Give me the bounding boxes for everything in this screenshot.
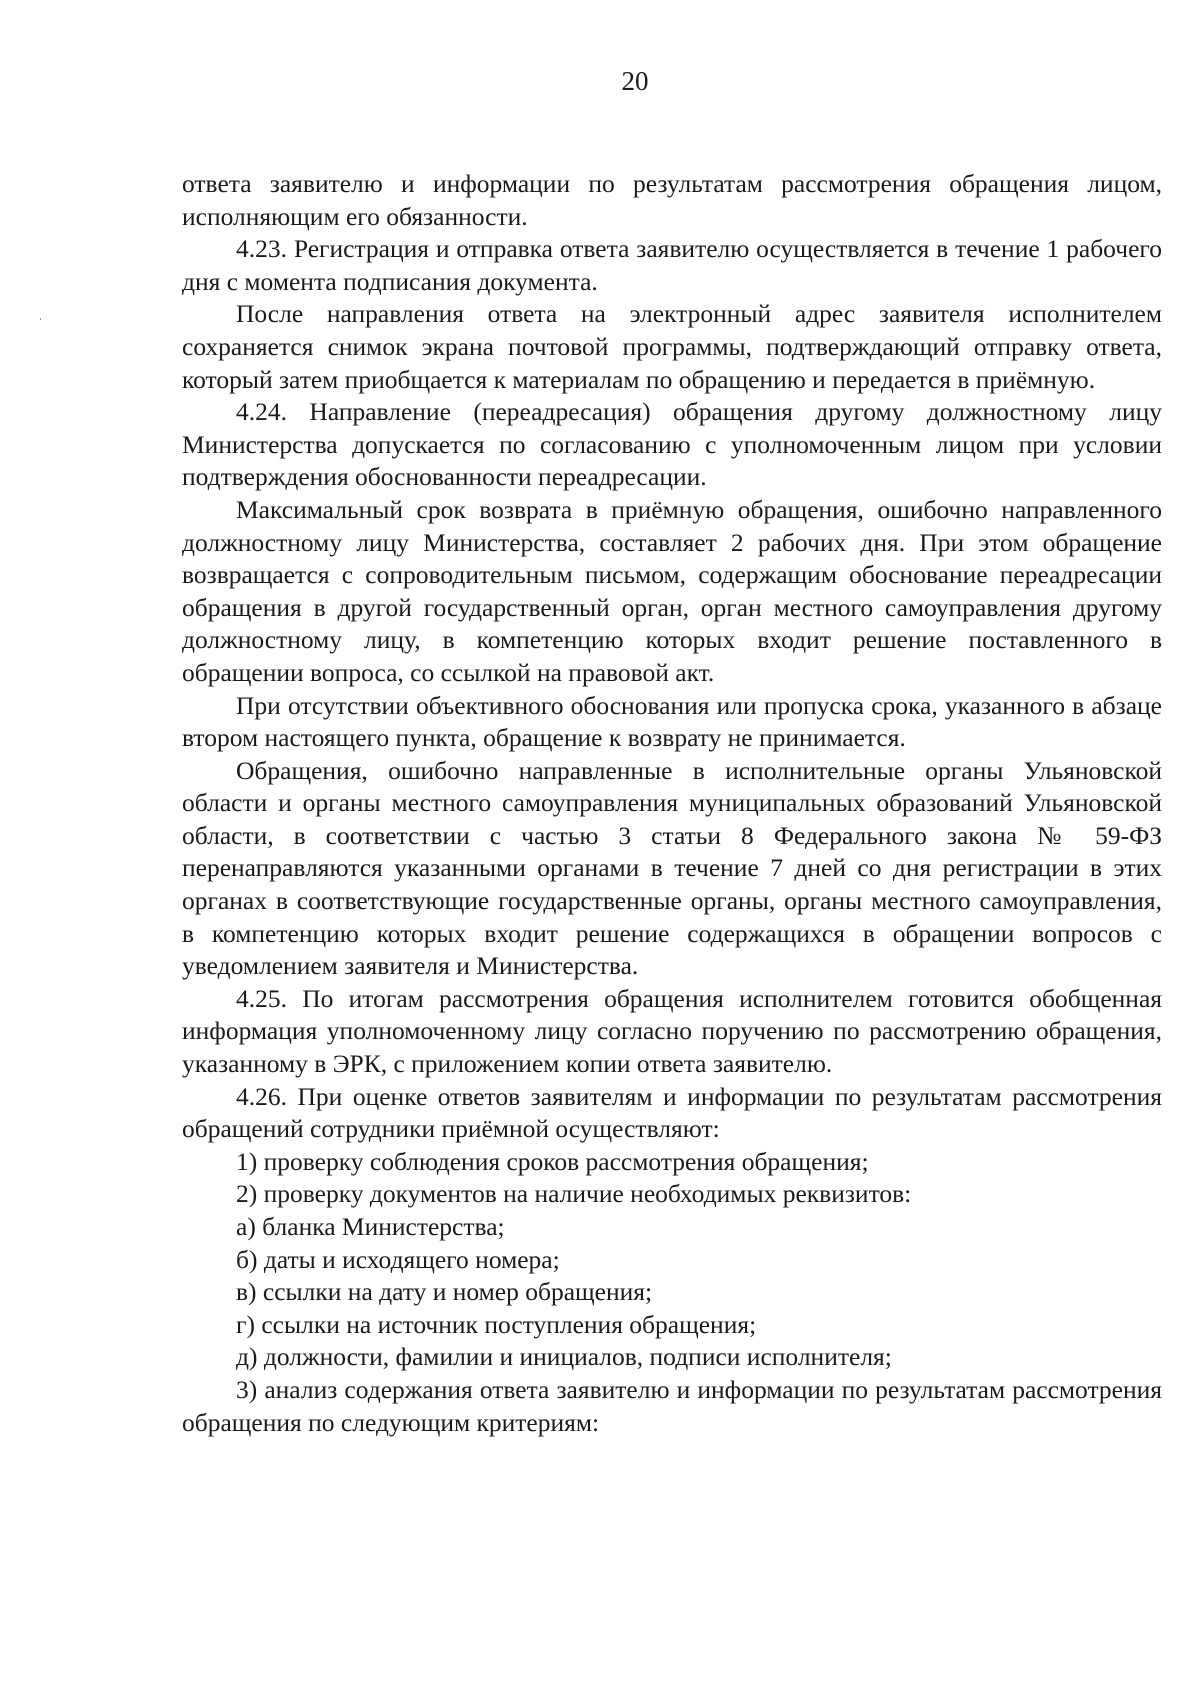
list-item: б) даты и исходящего номера; xyxy=(236,1244,560,1274)
paragraph-continuation: ответа заявителю и информации по результатам рассмотрения обращения лицом, исполняющим его обязанности. xyxy=(182,169,1162,231)
paragraph-email-screenshot: После направления ответа на электронный адрес заявителя исполнителем сохраняется снимок экрана почтовой программы, подтверждающий отправку ответа, который затем приобщается к материалам по обращению и передается в приёмную. xyxy=(182,299,1162,394)
list-item: 2) проверку документов на наличие необходимых реквизитов: xyxy=(236,1179,912,1209)
paragraph-4-23: 4.23. Регистрация и отправка ответа заявителю осуществляется в течение 1 рабочего дня с момента подписания документа. xyxy=(182,234,1162,296)
paragraph-misdirected-appeals: Обращения, ошибочно направленные в исполнительные органы Ульяновской области и органы местного самоуправления муниципальных образований Ульяновской области, в соответствии с частью 3 статьи 8 Федерального закона № 59-ФЗ перенаправляются указанными органами в течение 7 дней со дня регистрации в этих органах в соответствующие государственные органы, органы местного самоуправления, в компетенцию которых входит решение содержащихся в обращении вопросов с уведомлением заявителя и Министерства. xyxy=(182,755,1162,981)
paragraph-4-25: 4.25. По итогам рассмотрения обращения исполнителем готовится обобщенная информация уполномоченному лицу согласно поручению по рассмотрению обращения, указанному в ЭРК, с приложением копии ответа заявителю. xyxy=(182,983,1162,1079)
list-item: д) должности, фамилии и инициалов, подписи исполнителя; xyxy=(236,1342,892,1372)
list-item: 1) проверку соблюдения сроков рассмотрения обращения; xyxy=(236,1146,869,1176)
page-number: 20 xyxy=(621,66,649,96)
paragraph-no-justification: При отсутствии объективного обоснования или пропуска срока, указанного в абзаце втором настоящего пункта, обращение к возврату не принимается. xyxy=(182,690,1162,753)
scan-speck xyxy=(40,318,41,320)
paragraph-4-24: 4.24. Направление (переадресация) обращения другому должностному лицу Министерства допускается по согласованию с уполномоченным лицом при условии подтверждения обоснованности переадресации. xyxy=(182,397,1162,492)
list-item: а) бланка Министерства; xyxy=(236,1212,505,1241)
list-item: 3) анализ содержания ответа заявителю и информации по результатам рассмотрения обращения по следующим критериям: xyxy=(182,1374,1162,1437)
paragraph-4-26: 4.26. При оценке ответов заявителям и информации по результатам рассмотрения обращений сотрудники приёмной осуществляют: xyxy=(182,1081,1162,1144)
document-body xyxy=(182,168,1162,1439)
paragraph-return-deadline: Максимальный срок возврата в приёмную обращения, ошибочно направленного должностному лицу Министерства, составляет 2 рабочих дня. При этом обращение возвращается с сопроводительным письмом, содержащим обоснование переадресации обращения в другой государственный орган, орган местного самоуправления другому должностному лицу, в компетенцию которых входит решение поставленного в обращении вопроса, со ссылкой на правовой акт. xyxy=(182,494,1162,687)
list-item: в) ссылки на дату и номер обращения; xyxy=(236,1277,653,1307)
list-item: г) ссылки на источник поступления обращения; xyxy=(236,1309,757,1339)
